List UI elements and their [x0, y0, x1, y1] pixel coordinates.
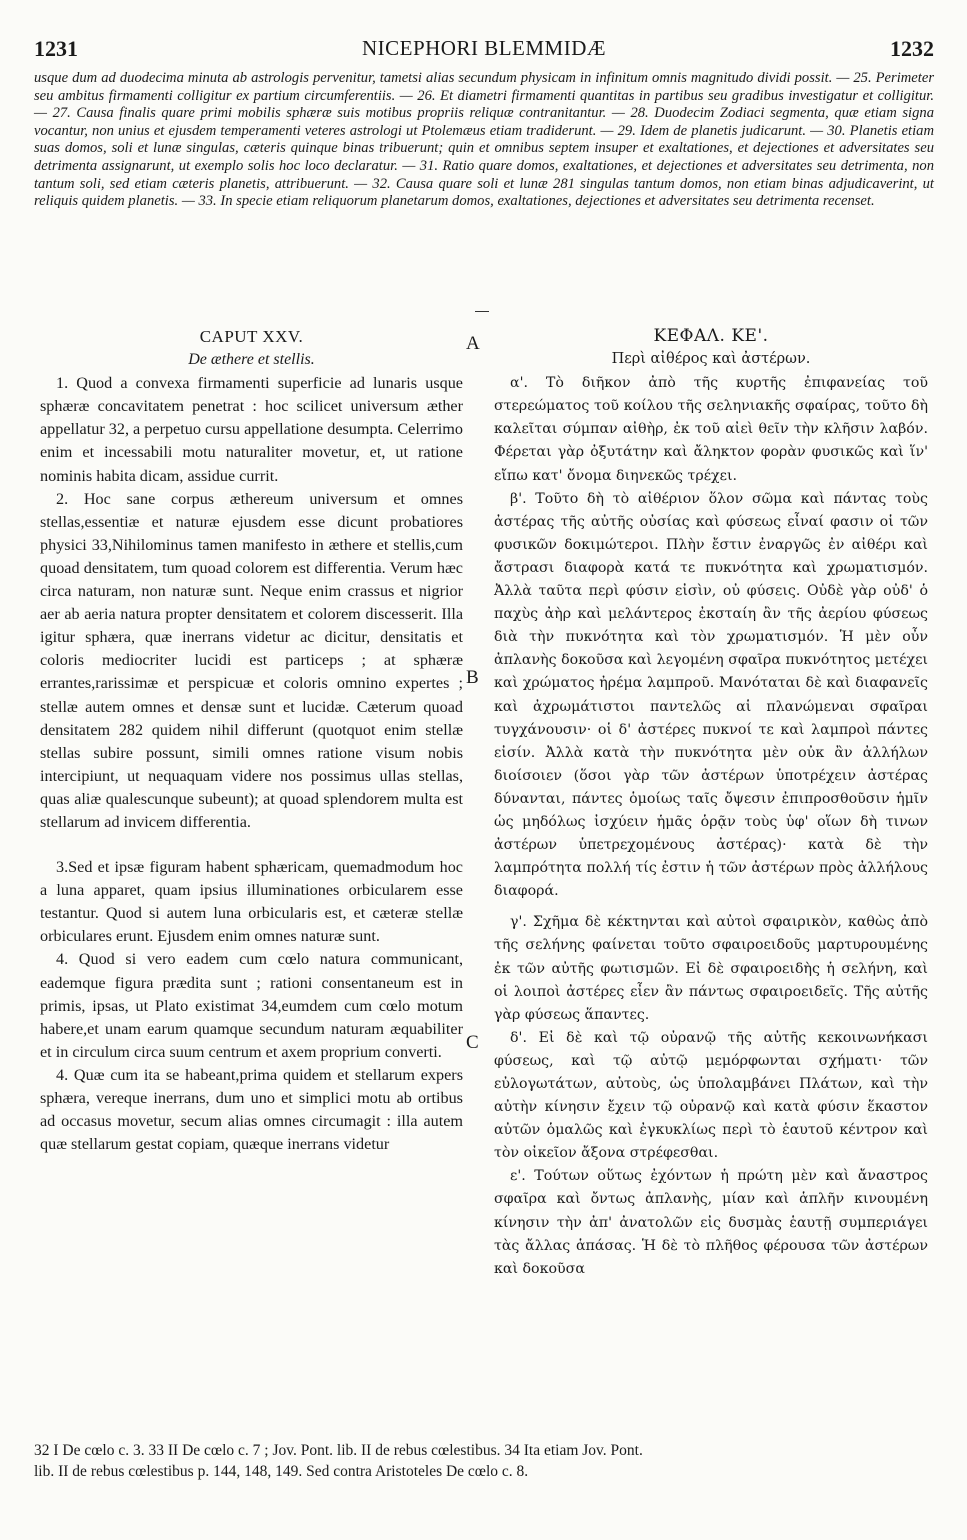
greek-chapter-subheading: Περὶ αἰθέρος καὶ ἀστέρων. — [611, 351, 811, 368]
greek-paragraph-4: δ'. Εἰ δὲ καὶ τῷ οὐρανῷ τῆς αὐτῆς κεκοινωνήκασι φύσεως, καὶ τῷ αὐτῷ μεμόρφωνται σχήματι· τῶν εὐλογωτάτων, αὐτοὺς, ὡς ὑπολαμβάνει Πλάτων, καὶ τὴν αὐτὴν κίνησιν ἔχειν τῷ οὐρανῷ καὶ κατὰ φύσιν ἕκαστον αὐτῶν ὁμαλῶς καὶ ἐγκυκλίως περὶ τὸ ἑαυτοῦ κέντρον καὶ τὸν οἰκεῖον ἄξονα στρέφεσθαι. — [494, 1029, 928, 1162]
greek-paragraph-3: γ'. Σχῆμα δὲ κέκτηνται καὶ αὐτοὶ σφαιρικὸν, καθὼς ἀπὸ τῆς σελήνης φαίνεται τοῦτο σφαιροειδοῦς μαρτυρουμένης ἐκ τῶν αὐτῆς φωτισμῶν. Εἰ δὲ σφαιροειδὴς ἡ σελήνη, καὶ οἱ λοιποὶ ἀστέρες εἶεν ἂν πάντως σφαιροειδεῖς. Τῆς αὐτῆς γὰρ φύσεως ἅπαντες. — [494, 914, 928, 1023]
footnote-line-2: lib. II de rebus cœlestibus p. 144, 148, 149. Sed contra Aristoteles De cœlo c. 8. — [34, 1463, 529, 1480]
section-divider — [475, 311, 489, 312]
greek-paragraph-5: ε'. Τούτων οὕτως ἐχόντων ἡ πρώτη μὲν καὶ ἄναστρος σφαῖρα καὶ ὄντως ἀπλανὴς, μίαν καὶ ἁπλῆν κινουμένη κίνησιν τὴν ἀπ' ἀνατολῶν εἰς δυσμὰς ἑαυτῇ συμπεριάγει τὰς ἄλλας ἁπάσας. Ἡ δὲ τὸ πλῆθος φέρουσα τῶν ἀστέρων καὶ δοκοῦσα — [494, 1168, 928, 1277]
running-title: NICEPHORI BLEMMIDÆ — [361, 36, 607, 60]
latin-paragraph-1: 1. Quod a convexa firmamenti superficie ad lunaris usque sphæræ concavitatem penetrat : hoc scilicet universum æther appellatur 32, a perpetuo cursu appellatione desumpta. Celerrimo enim et incessabili motu naturaliter movetur, et, ut ratione nominis habita dicam, assidue currit. — [40, 374, 463, 485]
latin-paragraph-3: 3.Sed et ipsæ figuram habent sphæricam, quemadmodum hoc a luna apparet, quam ipsius illuminationes orbicularem esse testantur. Quod si autem luna orbicularis est, et cæteræ stellæ orbiculares erunt. Ejusdem enim omnes naturæ sunt. — [40, 858, 463, 946]
footnote-line-1: 32 I De cœlo c. 3. 33 II De cœlo c. 7 ; Jov. Pont. lib. II de rebus cœlestibus. 34 Ita etiam Jov. Pont. — [34, 1442, 643, 1459]
latin-paragraph-5: 4. Quæ cum ita se habeant,prima quidem et stellarum expers sphæra, vereque inerrans, dum uno et simplici motu ab ortibus ad occasus movetur, secum alias omnes circumagit : illa autem quæ stellarum gestat copiam, quæque inerrans videtur — [40, 1065, 463, 1154]
page-number-right: 1232 — [890, 36, 934, 61]
latin-paragraph-4: 4. Quod si vero eadem cum cœlo natura communicant, eademque figura prædita sunt ; rationi consentaneum est in primis, ipsas, ut Plato existimat 34,eumdem cum cœlo motum habere,et unam earum quamque secundum naturam æquabiliter et in circulum circa suum centrum et axem proprium converti. — [40, 950, 463, 1061]
margin-marker-c: C — [466, 1032, 479, 1053]
greek-column — [494, 325, 928, 1281]
summary-text: usque dum ad duodecima minuta ab astrologis pervenitur, tametsi alias secundum physicam in infinitum omnis magnitudo dividi possit. — 25. Perimeter seu ambitus firmamenti colligitur ex partium circumferentiis. — 26. Et diametri firmamenti quantitas in partibus seu gradibus investigatur et colligitur. — 27. Causa finalis quare primi mobilis sphæræ suis motibus propriis reliquæ contranitantur. — 28. Duodecim Zodiaci segmenta, quæ etiam signa vocantur, non unius et ejusdem temperamenti veteres astrologi ut Ptolemæus etiam tradiderunt. — 29. Idem de planetis judicarunt. — 30. Planetis etiam suas domos, soli et lunæ singulas, cæteris quinque binas tribuerunt; quin et omnibus septem insuper et exaltationes, et dejectiones et adversitates seu detrimenta assignarunt, ut exemplo solis hoc loco declaratur. — 31. Ratio quare domos, exaltationes, et dejectiones et adversitates seu detrimenta, non tantum soli, sed etiam cæteris planetis, attribuerunt. — 32. Causa quare soli et lunæ 281 singulas tantum domos, non etiam binas adjudicaverint, ut reliquis quidem planetis. — 33. In specie etiam reliquorum planetarum domos, exaltationes, dejectiones et adversitates seu detrimenta recenset. — [34, 70, 934, 210]
latin-column — [40, 325, 463, 1156]
margin-marker-b: B — [466, 667, 479, 688]
latin-chapter-subheading: De æthere et stellis. — [188, 351, 315, 369]
margin-marker-a: A — [466, 333, 480, 354]
chapter-summary — [34, 70, 934, 211]
footnotes — [34, 1440, 934, 1482]
greek-paragraph-1: α'. Τὸ διῆκον ἀπὸ τῆς κυρτῆς ἐπιφανείας τοῦ στερεώματος τοῦ κοίλου τῆς σεληνιακῆς σφαίρας, τοῦτο δὴ καλεῖται σύμπαν αἰθὴρ, ἐκ τοῦ αἰεὶ θεῖν τὴν κλῆσιν λαβόν. Φέρεται γὰρ ὀξυτάτην καὶ ἄληκτον φορὰν φυσικῶς καὶ ἵν' εἴπω κατ' ὄνομα διηνεκῶς τρέχει. — [494, 375, 928, 484]
greek-chapter-heading: ΚΕΦΑΛ. ΚΕ'. — [653, 326, 769, 346]
latin-paragraph-2: 2. Hoc sane corpus æthereum universum et omnes stellas,essentiæ et naturæ ejusdem esse dicunt probatiores physici 33,Nihilominus tamen manifesto in æthere et stellis,cum quoad densitatem, tum quoad colorem est differentia. Verum hæc circa naturam, non naturæ sunt. Neque enim crassus et nigrior aer ab aeria natura propter densitatem et colorem discesserit. Illa igitur sphæra, quæ inerrans videtur ac dicitur, densitatis et coloris mediocriter lucidi est particeps ; at sphæræ errantes,rarissimæ et perspicuæ et coloris omnino expertes ; stellæ autem omnes et densæ sunt et lucidæ. Cæterum quoad densitatem 282 quidem nihil differunt (quotquot enim stellæ stellas subire possunt, simili omnes ratione visum nobis intercipiunt, ut nequaquam videre nos possimus ullas stellas, quas aliæ qualescunque subeunt); at quoad splendorem multa est stellarum ad invicem differentia. — [40, 489, 463, 831]
latin-chapter-heading: CAPUT XXV. — [199, 327, 304, 346]
page-header — [34, 36, 934, 66]
page-number-left: 1231 — [34, 36, 78, 61]
greek-paragraph-2: β'. Τοῦτο δὴ τὸ αἰθέριον ὅλον σῶμα καὶ πάντας τοὺς ἀστέρας τῆς αὐτῆς οὐσίας καὶ φύσεως εἶναί φασιν οἱ τῶν φυσικῶν δοκιμώτεροι. Πλὴν ἔστιν ἐναργῶς ἐν αἰθέρι καὶ ἄστρασι διαφορὰ κατά τε πυκνότητα καὶ χρωματισμόν. Ἀλλὰ ταῦτα περὶ φύσιν εἰσὶν, οὐ φύσεις. Οὐδὲ γὰρ οὐδ' ὁ παχὺς ἀὴρ καὶ μελάντερος ἐκσταίη ἂν τῆς ἀερίου φύσεως διὰ τὴν πυκνότητα καὶ τὸν χρωματισμόν. Ἡ μὲν οὖν ἀπλανὴς δοκοῦσα καὶ λεγομένη σφαῖρα πυκνότητος μετέχει καὶ χρώματος ἠρέμα λαμπροῦ. Μανόταται δὲ καὶ διαφανεῖς καὶ ἀχρωμάτιστοι παντελῶς αἱ πλανώμεναι σφαῖραι τυγχάνουσιν· οἱ δ' ἀστέρες πυκνοί τε καὶ λαμπροὶ πάντες εἰσίν. Ἀλλὰ κατὰ τὴν πυκνότητα μὲν οὐκ ἂν ἀλλήλων διοίσοιεν (ὅσοι γὰρ τῶν ἀστέρων ὑποτρέχειν ἀστέρας δύνανται, πάντες ὁμοίως ταῖς ὄψεσιν ἐπιπροσθοῦσιν ἡμῖν ὡς μηδόλως ἰσχύειν ἡμᾶς ὁρᾷν τοὺς ὑφ' οἵων δὴ τινων ἀστέρων ὑπετρεχομένους ἀστέρας)· κατὰ δὲ τὴν λαμπρότητα πολλή τίς ἐστιν ἡ τῶν ἀστέρων πρὸς ἀλλήλους διαφορά. — [494, 490, 928, 900]
